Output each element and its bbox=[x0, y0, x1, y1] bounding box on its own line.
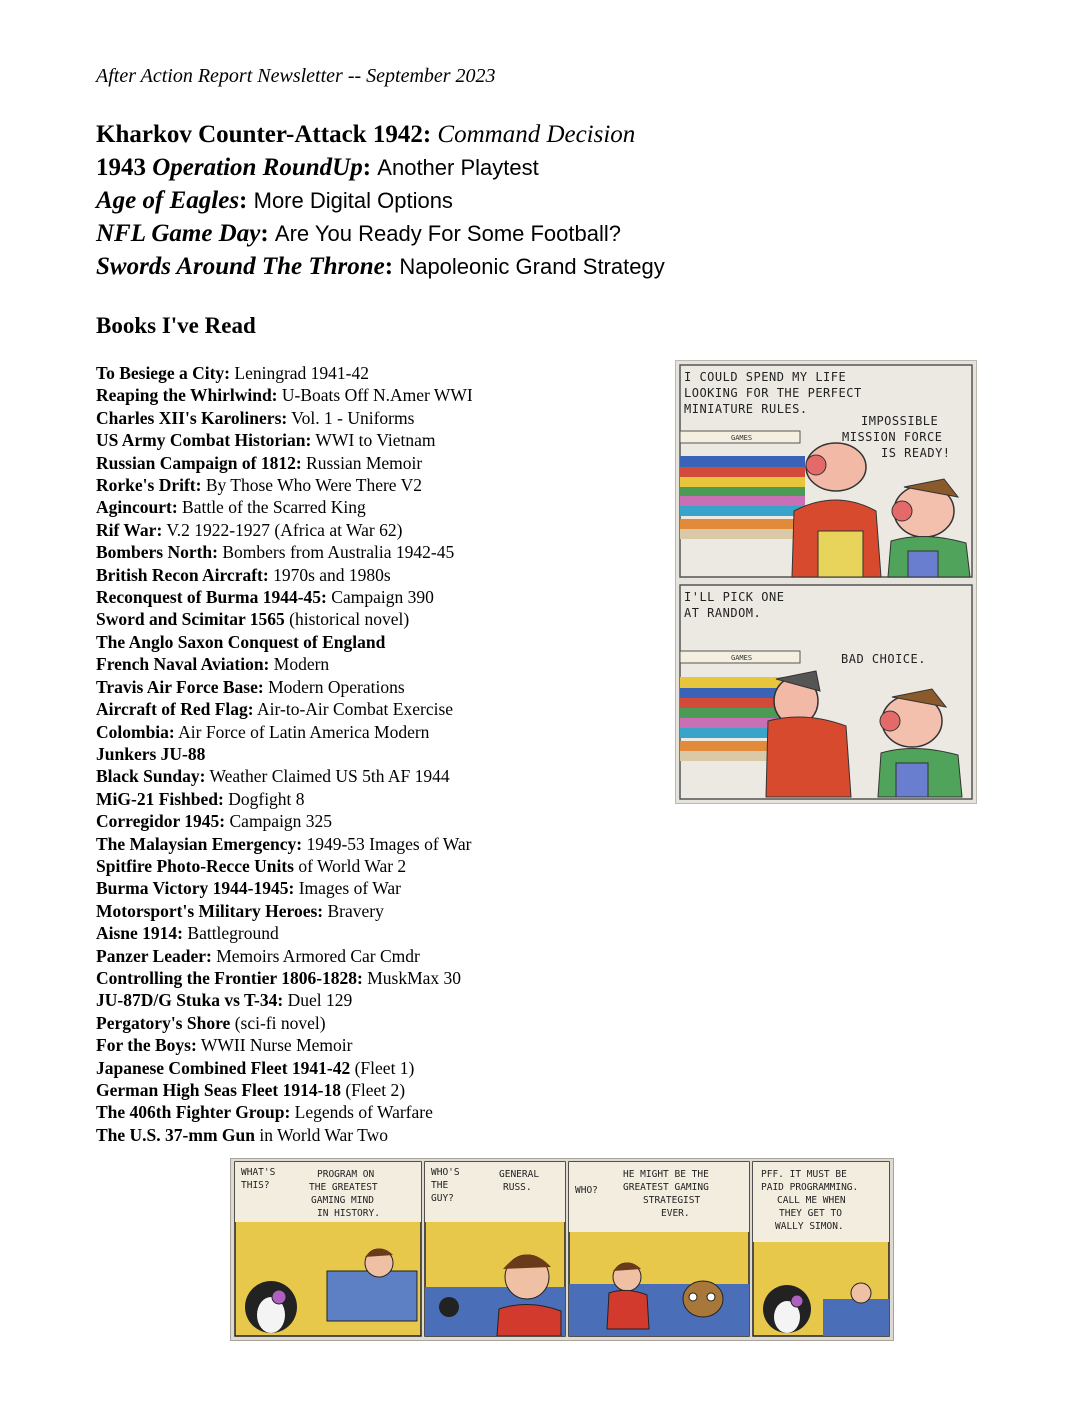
book-title: Colombia: bbox=[96, 721, 175, 742]
book-entry bbox=[96, 877, 656, 899]
book-entry bbox=[96, 653, 656, 675]
headline-lead-title: Swords Around The Throne bbox=[96, 253, 385, 280]
book-title: Sword and Scimitar 1565 bbox=[96, 609, 285, 630]
book-description: WWII Nurse Memoir bbox=[200, 1035, 353, 1056]
book-entry bbox=[96, 721, 656, 743]
comic1-shelf-label: GAMES bbox=[731, 434, 753, 442]
book-entry bbox=[96, 945, 656, 967]
headline-colon: : bbox=[239, 187, 248, 214]
book-entry bbox=[96, 1124, 656, 1146]
book-description: By Those Who Were There V2 bbox=[205, 475, 422, 496]
comic2-p2-a-line1: WHO'S bbox=[431, 1167, 460, 1178]
book-entry bbox=[96, 698, 656, 720]
book-description: of World War 2 bbox=[298, 855, 407, 876]
comic2-p1-a-line2: THIS? bbox=[241, 1180, 270, 1191]
book-title: Rif War: bbox=[96, 519, 163, 540]
book-entry bbox=[96, 429, 656, 451]
comic-greatest-gaming-mind-art bbox=[231, 1159, 893, 1340]
book-description: Dogfight 8 bbox=[228, 788, 305, 809]
book-description: Vol. 1 - Uniforms bbox=[291, 407, 415, 428]
book-description: in World War Two bbox=[259, 1124, 389, 1145]
book-entry bbox=[96, 496, 656, 518]
book-description: V.2 1922-1927 (Africa at War 62) bbox=[166, 519, 403, 540]
comic1-p2-bubble-a-line2: AT RANDOM. bbox=[684, 606, 762, 620]
comic2-p2-a-line2: THE bbox=[431, 1180, 449, 1191]
headline-sub: More Digital Options bbox=[253, 188, 453, 213]
book-description: Weather Claimed US 5th AF 1944 bbox=[209, 766, 450, 787]
book-entry bbox=[96, 541, 656, 563]
book-entry bbox=[96, 608, 656, 630]
headline-sub: Napoleonic Grand Strategy bbox=[399, 254, 665, 279]
comic2-p1-b-line3: GAMING MIND bbox=[311, 1195, 374, 1206]
book-title: Travis Air Force Base: bbox=[96, 676, 264, 697]
book-description: Campaign 325 bbox=[229, 811, 333, 832]
book-title: Aisne 1914: bbox=[96, 923, 184, 944]
book-entry bbox=[96, 989, 656, 1011]
book-entry bbox=[96, 1079, 656, 1101]
book-entry bbox=[96, 519, 656, 541]
comic2-p2-b-line1: GENERAL bbox=[499, 1169, 540, 1180]
headline-age-of-eagles bbox=[96, 184, 796, 217]
book-entry bbox=[96, 452, 656, 474]
book-entry bbox=[96, 810, 656, 832]
book-entry bbox=[96, 1057, 656, 1079]
book-title: Black Sunday: bbox=[96, 766, 206, 787]
book-title: Reconquest of Burma 1944-45: bbox=[96, 587, 327, 608]
headline-sub: Command Decision bbox=[437, 121, 636, 148]
book-entry bbox=[96, 1101, 656, 1123]
comic1-bubble-b-line3: IS READY! bbox=[881, 446, 951, 460]
book-description: (Fleet 1) bbox=[354, 1057, 415, 1078]
comic2-p4-line3: CALL ME WHEN bbox=[777, 1195, 846, 1206]
book-title: French Naval Aviation: bbox=[96, 654, 270, 675]
comic2-p4-line1: PFF. IT MUST BE bbox=[761, 1169, 847, 1180]
book-description: MuskMax 30 bbox=[367, 967, 462, 988]
book-entry bbox=[96, 855, 656, 877]
comic1-p2-bubble-b: BAD CHOICE. bbox=[841, 652, 926, 666]
book-description: Bravery bbox=[327, 900, 384, 921]
book-title: To Besiege a City: bbox=[96, 363, 230, 383]
book-title: Spitfire Photo-Recce Units bbox=[96, 855, 294, 876]
book-title: For the Boys: bbox=[96, 1035, 197, 1056]
book-entry bbox=[96, 765, 656, 787]
headline-lead: Kharkov Counter-Attack 1942: bbox=[96, 121, 432, 148]
comic-miniature-rules-art bbox=[676, 361, 976, 803]
book-entry bbox=[96, 564, 656, 586]
book-description: WWI to Vietnam bbox=[315, 430, 436, 451]
comic2-p3-a: WHO? bbox=[575, 1185, 598, 1196]
headline-nfl-game-day bbox=[96, 217, 796, 250]
headline-sub: Another Playtest bbox=[377, 155, 539, 180]
book-title: Corregidor 1945: bbox=[96, 811, 226, 832]
book-description: Legends of Warfare bbox=[294, 1102, 433, 1123]
book-description: Battleground bbox=[187, 923, 279, 944]
comic2-p4-line4: THEY GET TO bbox=[779, 1208, 842, 1219]
book-description: Russian Memoir bbox=[306, 452, 423, 473]
book-entry bbox=[96, 586, 656, 608]
book-entry bbox=[96, 922, 656, 944]
book-description: Memoirs Armored Car Cmdr bbox=[216, 945, 420, 966]
book-entry bbox=[96, 900, 656, 922]
headline-roundup bbox=[96, 151, 796, 184]
book-entry bbox=[96, 743, 656, 765]
headline-sub: Are You Ready For Some Football? bbox=[274, 221, 621, 246]
book-title: Russian Campaign of 1812: bbox=[96, 452, 302, 473]
book-title: The U.S. 37-mm Gun bbox=[96, 1124, 255, 1145]
masthead: After Action Report Newsletter -- September 2023 bbox=[96, 65, 496, 87]
book-title: The Malaysian Emergency: bbox=[96, 833, 303, 854]
comic1-bubble-b-line2: MISSION FORCE bbox=[842, 430, 943, 444]
book-entry bbox=[96, 631, 656, 653]
book-description: Campaign 390 bbox=[331, 587, 434, 608]
book-title: Junkers JU-88 bbox=[96, 743, 206, 764]
comic1-bubble-a-line2: LOOKING FOR THE PERFECT bbox=[684, 386, 862, 400]
book-description: Air-to-Air Combat Exercise bbox=[257, 699, 454, 720]
book-entry bbox=[96, 967, 656, 989]
book-title: Burma Victory 1944-1945: bbox=[96, 878, 295, 899]
comic2-p1-b-line2: THE GREATEST bbox=[309, 1182, 378, 1193]
headline-lead-year: 1943 bbox=[96, 154, 153, 181]
book-title: British Recon Aircraft: bbox=[96, 564, 269, 585]
book-description: Modern bbox=[273, 654, 330, 675]
book-entry bbox=[96, 362, 656, 384]
headline-colon: : bbox=[362, 154, 372, 181]
book-entry bbox=[96, 474, 656, 496]
book-entry bbox=[96, 833, 656, 855]
book-title: The Anglo Saxon Conquest of England bbox=[96, 631, 386, 652]
book-title: Japanese Combined Fleet 1941-42 bbox=[96, 1057, 351, 1078]
book-description: (historical novel) bbox=[289, 609, 410, 630]
book-title: The 406th Fighter Group: bbox=[96, 1102, 291, 1123]
book-title: US Army Combat Historian: bbox=[96, 430, 312, 451]
comic1-bubble-b-line1: IMPOSSIBLE bbox=[861, 414, 939, 428]
book-entry bbox=[96, 384, 656, 406]
headline-lead-title: NFL Game Day bbox=[96, 220, 261, 247]
book-list bbox=[96, 362, 656, 1146]
book-description: Modern Operations bbox=[268, 676, 405, 697]
book-title: Controlling the Frontier 1806-1828: bbox=[96, 967, 363, 988]
book-title: Motorsport's Military Heroes: bbox=[96, 900, 324, 921]
book-description: 1970s and 1980s bbox=[273, 564, 391, 585]
comic2-p2-b-line2: RUSS. bbox=[503, 1182, 532, 1193]
book-entry bbox=[96, 1012, 656, 1034]
headline-kharkov bbox=[96, 118, 796, 151]
book-title: Charles XII's Karoliners: bbox=[96, 407, 288, 428]
comic1-bubble-a-line1: I COULD SPEND MY LIFE bbox=[684, 370, 847, 384]
comic2-p1-b-line4: IN HISTORY. bbox=[317, 1208, 380, 1219]
comic2-p3-b-line2: GREATEST GAMING bbox=[623, 1182, 709, 1193]
book-title: Aircraft of Red Flag: bbox=[96, 699, 254, 720]
book-title: JU-87D/G Stuka vs T-34: bbox=[96, 990, 284, 1011]
book-title: Bombers North: bbox=[96, 542, 218, 563]
comic1-p2-shelf-label: GAMES bbox=[731, 654, 753, 662]
comic2-p3-b-line4: EVER. bbox=[661, 1208, 690, 1219]
book-description: Battle of the Scarred King bbox=[182, 497, 366, 518]
headline-lead-title: Operation RoundUp bbox=[152, 154, 363, 181]
book-entry bbox=[96, 1034, 656, 1056]
comic2-p3-b-line1: HE MIGHT BE THE bbox=[623, 1169, 709, 1180]
book-entry bbox=[96, 676, 656, 698]
headline-lead-title: Age of Eagles bbox=[96, 187, 240, 214]
comic2-p1-a-line1: WHAT'S bbox=[241, 1167, 276, 1178]
comic2-p4-line5: WALLY SIMON. bbox=[775, 1221, 844, 1232]
book-title: MiG-21 Fishbed: bbox=[96, 788, 224, 809]
book-description: Duel 129 bbox=[287, 990, 353, 1011]
book-description: Air Force of Latin America Modern bbox=[178, 721, 430, 742]
comic1-p2-bubble-a-line1: I'LL PICK ONE bbox=[684, 590, 785, 604]
book-description: (Fleet 2) bbox=[345, 1080, 406, 1100]
book-description: 1949-53 Images of War bbox=[306, 833, 472, 854]
comic2-p3-b-line3: STRATEGIST bbox=[643, 1195, 701, 1206]
book-title: Reaping the Whirlwind: bbox=[96, 385, 278, 406]
book-description: Bombers from Australia 1942-45 bbox=[222, 542, 455, 563]
book-title: German High Seas Fleet 1914-18 bbox=[96, 1080, 341, 1100]
books-section-title: Books I've Read bbox=[96, 313, 256, 338]
book-title: Agincourt: bbox=[96, 497, 178, 518]
comic2-p1-b-line1: PROGRAM ON bbox=[317, 1169, 375, 1180]
book-description: (sci-fi novel) bbox=[234, 1012, 326, 1033]
book-entry bbox=[96, 407, 656, 429]
comic2-p4-line2: PAID PROGRAMMING. bbox=[761, 1182, 859, 1193]
book-description: U-Boats Off N.Amer WWI bbox=[281, 385, 473, 406]
book-title: Pergatory's Shore bbox=[96, 1012, 231, 1033]
book-title: Panzer Leader: bbox=[96, 945, 212, 966]
headline-list bbox=[96, 118, 796, 283]
comic1-bubble-a-line3: MINIATURE RULES. bbox=[684, 402, 808, 416]
headline-swords-around-the-throne bbox=[96, 250, 796, 283]
comic-miniature-rules bbox=[675, 360, 977, 804]
headline-colon: : bbox=[260, 220, 269, 247]
book-description: Leningrad 1941-42 bbox=[234, 363, 369, 383]
comic2-p2-a-line3: GUY? bbox=[431, 1193, 454, 1204]
comic-greatest-gaming-mind bbox=[230, 1158, 894, 1341]
book-title: Rorke's Drift: bbox=[96, 475, 202, 496]
book-description: Images of War bbox=[298, 878, 401, 899]
book-entry bbox=[96, 788, 656, 810]
headline-colon: : bbox=[384, 253, 394, 280]
